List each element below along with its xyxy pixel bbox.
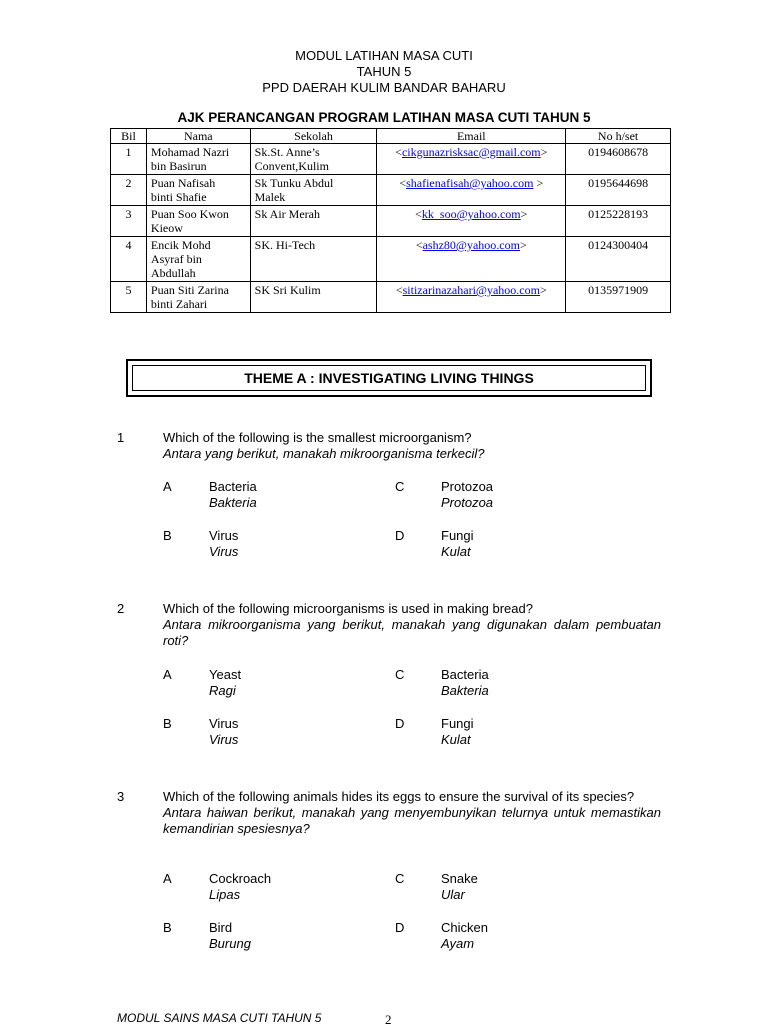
cell-phone: 0125228193: [566, 206, 671, 237]
cell-sekolah: SK. Hi-Tech: [250, 237, 377, 282]
column-header-phone: No h/set: [566, 129, 671, 144]
question-number: 3: [117, 789, 125, 804]
option-text-ms: Lipas: [209, 887, 241, 902]
option-text-en: Virus: [209, 528, 239, 543]
option-text-ms: Protozoa: [441, 495, 494, 510]
option-letter: B: [163, 528, 172, 543]
question-text: [163, 430, 661, 462]
option-text-en: Yeast: [209, 667, 242, 682]
cell-email: <cikgunazrisksac@gmail.com>: [377, 144, 566, 175]
cell-email: <sitizarinazahari@yahoo.com>: [377, 282, 566, 313]
option-text-en: Fungi: [441, 716, 474, 731]
option-text-en: Bacteria: [209, 479, 257, 494]
nama-line: Puan Soo Kwon: [150, 207, 229, 221]
committee-title: AJK PERANCANGAN PROGRAM LATIHAN MASA CUTI TAHUN 5: [177, 110, 591, 125]
sekolah-line: Convent,Kulim: [254, 159, 329, 173]
option-text-ms: Ayam: [441, 936, 475, 951]
question-text-ms: Antara yang berikut, manakah mikroorganisma terkecil?: [163, 446, 485, 461]
cell-nama: [146, 282, 250, 313]
option-text-ms: Ular: [441, 887, 465, 902]
table-row: [111, 144, 671, 175]
cell-sekolah: SK Sri Kulim: [250, 282, 377, 313]
cell-bil: 3: [111, 206, 147, 237]
option-text-ms: Bakteria: [209, 495, 257, 510]
cell-nama: [146, 175, 250, 206]
theme-title: THEME A : INVESTIGATING LIVING THINGS: [132, 365, 646, 391]
cell-phone: 0135971909: [566, 282, 671, 313]
nama-line: Puan Nafisah: [150, 176, 216, 190]
option-text-en: Fungi: [441, 528, 474, 543]
table-row: [111, 237, 671, 282]
cell-sekolah: [250, 144, 377, 175]
nama-line: Asyraf bin: [150, 252, 202, 266]
option-letter: C: [395, 479, 405, 494]
sekolah-line: Malek: [254, 190, 286, 204]
question-text-ms: Antara haiwan berikut, manakah yang menyembunyikan telurnya untuk memastikan kemandirian spesiesnya?: [163, 805, 661, 836]
option-text-en: Chicken: [441, 920, 488, 935]
option-letter: A: [163, 667, 172, 682]
footer-text: MODUL SAINS MASA CUTI TAHUN 5: [117, 1011, 322, 1025]
option-text-ms: Virus: [209, 732, 239, 747]
option-text-en: Protozoa: [441, 479, 494, 494]
cell-sekolah: [250, 175, 377, 206]
sekolah-line: Sk.St. Anne’s: [254, 145, 320, 159]
option-text-en: Virus: [209, 716, 239, 731]
option-letter: C: [395, 871, 405, 886]
sekolah-line: Sk Tunku Abdul: [254, 176, 334, 190]
cell-phone: 0195644698: [566, 175, 671, 206]
table-row: [111, 282, 671, 313]
option-letter: A: [163, 479, 172, 494]
cell-phone: 0194608678: [566, 144, 671, 175]
cell-nama: [146, 206, 250, 237]
question-number: 1: [117, 430, 125, 445]
module-title: MODUL LATIHAN MASA CUTI: [295, 48, 473, 63]
option-letter: D: [395, 528, 405, 543]
option-text-ms: Virus: [209, 544, 239, 559]
email-link[interactable]: shafienafisah@yahoo.com: [406, 176, 534, 190]
option-text-en: Bird: [209, 920, 233, 935]
page-number: 2: [385, 1012, 392, 1027]
committee-table: [110, 128, 671, 313]
email-link[interactable]: kk_soo@yahoo.com: [421, 207, 521, 221]
option-text-ms: Ragi: [209, 683, 236, 698]
nama-line: Mohamad Nazri: [150, 145, 230, 159]
cell-bil: 1: [111, 144, 147, 175]
cell-email: <ashz80@yahoo.com>: [377, 237, 566, 282]
cell-email: <shafienafisah@yahoo.com >: [377, 175, 566, 206]
question-text-en: Which of the following is the smallest microorganism?: [163, 430, 472, 445]
nama-line: binti Zahari: [150, 297, 208, 311]
option-text-en: Cockroach: [209, 871, 272, 886]
cell-email: <kk_soo@yahoo.com>: [377, 206, 566, 237]
email-link[interactable]: cikgunazrisksac@gmail.com: [401, 145, 541, 159]
question-text-en: Which of the following animals hides its eggs to ensure the survival of its species?: [163, 789, 635, 804]
cell-bil: 2: [111, 175, 147, 206]
module-district: PPD DAERAH KULIM BANDAR BAHARU: [262, 80, 506, 95]
table-row: [111, 206, 671, 237]
cell-bil: 5: [111, 282, 147, 313]
column-header-email: Email: [377, 129, 566, 144]
theme-box: [126, 359, 652, 397]
question-text-ms: Antara mikroorganisma yang berikut, manakah yang digunakan dalam pembuatan roti?: [163, 617, 661, 648]
option-letter: B: [163, 716, 172, 731]
column-header-bil: Bil: [111, 129, 147, 144]
question-text: [163, 601, 661, 649]
question-text: [163, 789, 661, 837]
option-text-ms: Kulat: [441, 732, 471, 747]
cell-sekolah: Sk Air Merah: [250, 206, 377, 237]
question-text-en: Which of the following microorganisms is used in making bread?: [163, 601, 533, 616]
email-link[interactable]: sitizarinazahari@yahoo.com: [402, 283, 540, 297]
option-text-ms: Kulat: [441, 544, 471, 559]
nama-line: Puan Siti Zarina: [150, 283, 229, 297]
cell-nama: [146, 144, 250, 175]
option-text-ms: Bakteria: [441, 683, 489, 698]
option-letter: D: [395, 920, 405, 935]
nama-line: binti Shafie: [150, 190, 207, 204]
option-letter: C: [395, 667, 405, 682]
nama-line: bin Basirun: [150, 159, 207, 173]
column-header-sekolah: Sekolah: [250, 129, 377, 144]
question-number: 2: [117, 601, 125, 616]
table-header-row: [111, 129, 671, 144]
table-row: [111, 175, 671, 206]
cell-nama: [146, 237, 250, 282]
option-letter: B: [163, 920, 172, 935]
nama-line: Abdullah: [150, 266, 196, 280]
option-text-en: Snake: [441, 871, 478, 886]
cell-bil: 4: [111, 237, 147, 282]
option-letter: D: [395, 716, 405, 731]
nama-line: Kieow: [150, 221, 183, 235]
cell-phone: 0124300404: [566, 237, 671, 282]
option-letter: A: [163, 871, 172, 886]
module-year: TAHUN 5: [356, 64, 412, 79]
nama-line: Encik Mohd: [150, 238, 211, 252]
column-header-nama: Nama: [146, 129, 250, 144]
option-text-en: Bacteria: [441, 667, 489, 682]
option-text-ms: Burung: [209, 936, 251, 951]
email-link[interactable]: ashz80@yahoo.com: [422, 238, 520, 252]
